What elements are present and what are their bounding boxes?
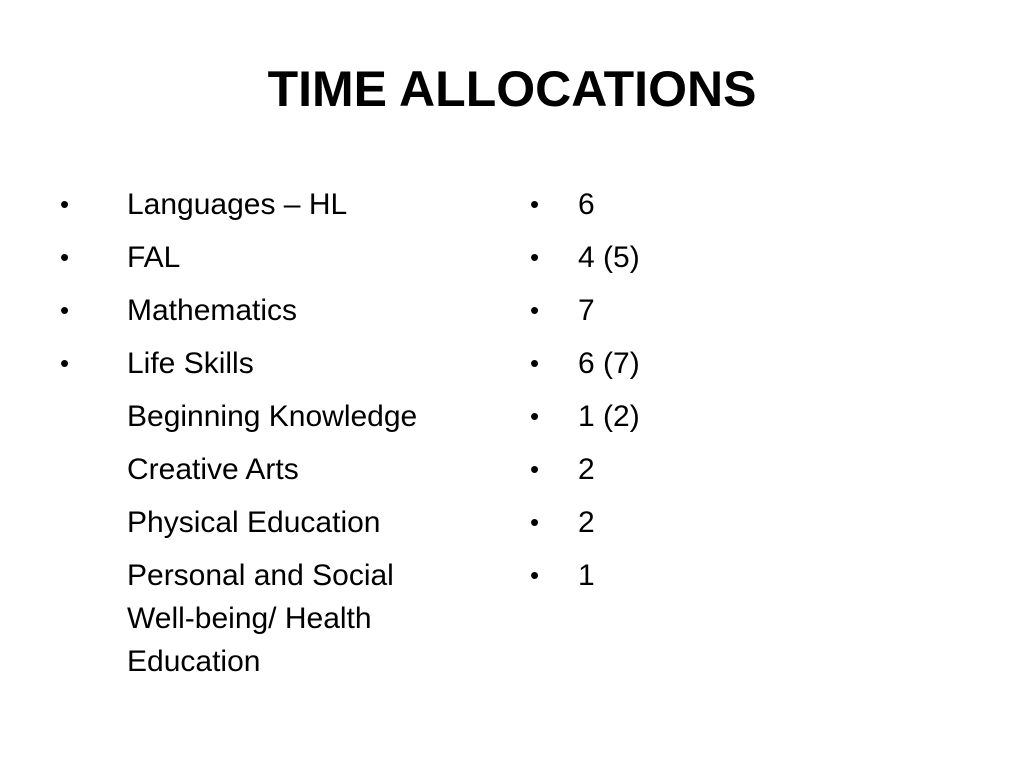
subject-item	[60, 395, 500, 438]
hours-value: 7	[578, 294, 595, 327]
subject-label: Life Skills	[127, 347, 254, 380]
bullet-icon: •	[530, 348, 540, 378]
subject-item	[60, 289, 500, 332]
bullet-icon: •	[530, 401, 540, 431]
subjects-list	[60, 183, 500, 693]
hours-item	[530, 183, 830, 226]
bullet-icon: •	[530, 560, 540, 590]
hours-value: 1	[578, 559, 595, 592]
subject-item	[60, 501, 500, 544]
bullet-icon: •	[530, 242, 540, 272]
hours-value: 2	[578, 453, 595, 486]
subject-item	[60, 236, 500, 279]
hours-item	[530, 554, 830, 597]
subject-label: Beginning Knowledge	[127, 400, 418, 433]
bullet-icon: •	[60, 189, 70, 219]
subject-label: FAL	[127, 241, 181, 274]
hours-value: 6 (7)	[578, 347, 640, 380]
bullet-icon: •	[60, 242, 70, 272]
hours-value: 1 (2)	[578, 400, 640, 433]
subject-label: Physical Education	[127, 506, 381, 539]
hours-item	[530, 342, 830, 385]
subject-label: Personal and Social Well-being/ Health Education	[127, 559, 394, 678]
hours-item	[530, 501, 830, 544]
subject-label: Mathematics	[127, 294, 298, 327]
hours-value: 6	[578, 188, 595, 221]
slide-title: TIME ALLOCATIONS	[267, 61, 757, 117]
bullet-icon: •	[530, 507, 540, 537]
bullet-icon: •	[60, 348, 70, 378]
subject-item	[60, 448, 500, 491]
bullet-icon: •	[60, 295, 70, 325]
subject-label: Languages – HL	[127, 188, 348, 221]
hours-item	[530, 236, 830, 279]
hours-value: 2	[578, 506, 595, 539]
bullet-icon: •	[530, 295, 540, 325]
subject-item	[60, 342, 500, 385]
hours-value: 4 (5)	[578, 241, 640, 274]
hours-item	[530, 395, 830, 438]
bullet-icon: •	[530, 454, 540, 484]
subject-item	[60, 554, 467, 683]
hours-item	[530, 448, 830, 491]
subject-item	[60, 183, 500, 226]
hours-item	[530, 289, 830, 332]
bullet-icon: •	[530, 189, 540, 219]
subject-label: Creative Arts	[127, 453, 299, 486]
hours-list	[530, 183, 830, 607]
